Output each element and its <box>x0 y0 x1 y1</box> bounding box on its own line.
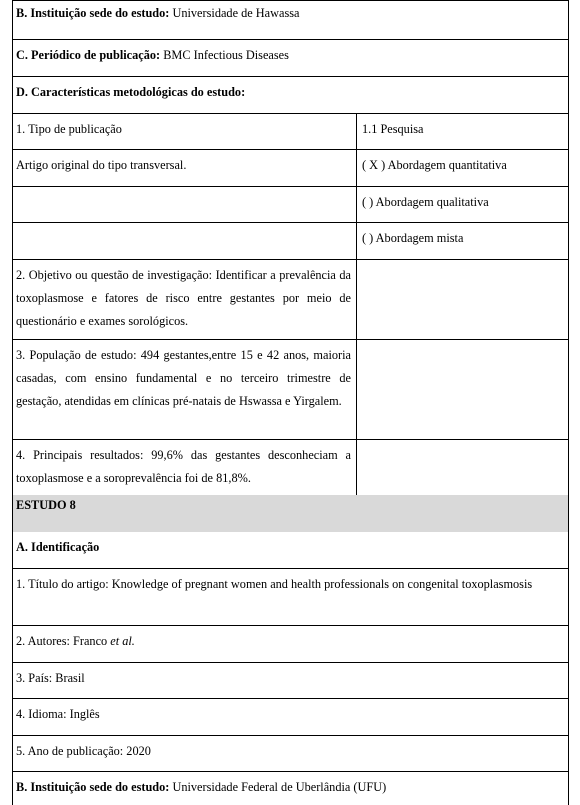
authors-row <box>12 625 569 663</box>
year-row: 5. Ano de publicação: 2020 <box>12 735 569 772</box>
article-title: 1. Título do artigo: Knowledge of pregnant women and health professionals on congenital toxoplasmosis <box>12 568 569 626</box>
study-heading: ESTUDO 8 <box>12 495 569 533</box>
study-institution-row <box>12 771 569 805</box>
results-text: 4. Principais resultados: 99,6% das gestantes desconheciam a toxoplasmose e a soroprevalência foi de 81,8%. <box>12 439 357 496</box>
pub-type-label: 1. Tipo de publicação <box>12 113 357 150</box>
results-side-cell <box>356 439 569 496</box>
journal-value: BMC Infectious Diseases <box>160 48 289 62</box>
empty-cell-1 <box>12 186 357 223</box>
research-label: 1.1 Pesquisa <box>356 113 569 150</box>
qualitative-option: ( ) Abordagem qualitativa <box>356 186 569 223</box>
population-text: 3. População de estudo: 494 gestantes,entre 15 e 42 anos, maioria casadas, com ensino fundamental e no terceiro trimestre de gestação, atendidas em clínicas pré-natais de Hswassa e Yirgalem. <box>12 339 357 440</box>
pub-type-value: Artigo original do tipo transversal. <box>12 149 357 187</box>
quantitative-option: ( X ) Abordagem quantitativa <box>356 149 569 187</box>
population-side-cell <box>356 339 569 440</box>
empty-cell-2 <box>12 222 357 260</box>
study-institution-label: B. Instituição sede do estudo: <box>16 780 170 794</box>
objective-side-cell <box>356 259 569 340</box>
institution-label: B. Instituição sede do estudo: <box>16 6 170 20</box>
objective-text: 2. Objetivo ou questão de investigação: Identificar a prevalência da toxoplasmose e fatores de risco entre gestantes por meio de questionário e exames sorológicos. <box>12 259 357 340</box>
identification-heading: A. Identificação <box>12 532 569 569</box>
study-institution-value: Universidade Federal de Uberlândia (UFU) <box>169 780 387 794</box>
journal-row <box>12 39 569 77</box>
authors-etal: et al. <box>110 634 135 648</box>
journal-label: C. Periódico de publicação: <box>16 48 161 62</box>
institution-value: Universidade de Hawassa <box>169 6 300 20</box>
institution-row <box>12 0 569 40</box>
country-row: 3. País: Brasil <box>12 662 569 699</box>
authors-text: 2. Autores: Franco <box>16 634 111 648</box>
mixed-option: ( ) Abordagem mista <box>356 222 569 260</box>
methods-heading: D. Características metodológicas do estudo: <box>12 76 569 114</box>
language-row: 4. Idioma: Inglês <box>12 698 569 736</box>
